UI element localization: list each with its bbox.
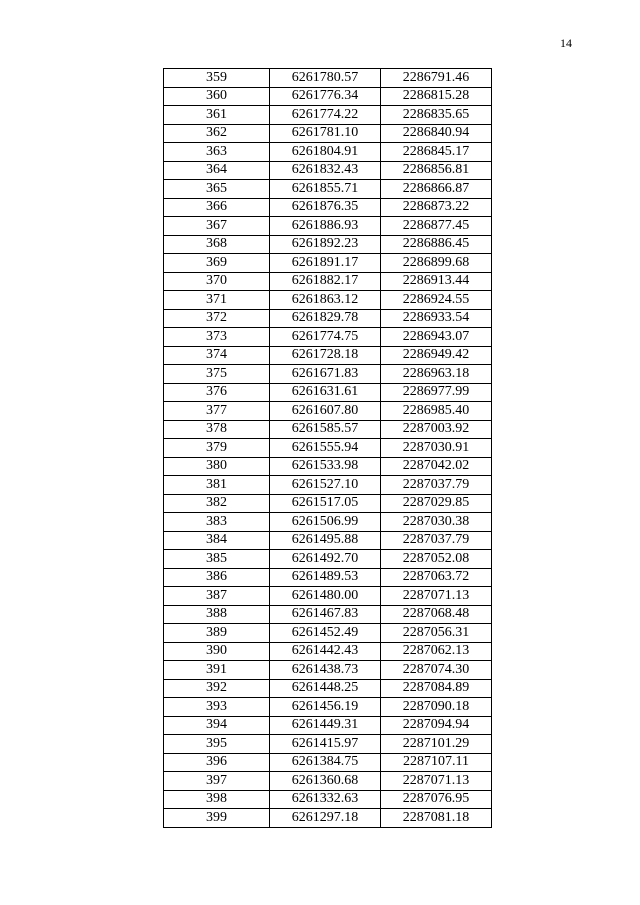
point-number-cell: 392 — [164, 679, 270, 698]
point-number-cell: 363 — [164, 143, 270, 162]
y-coordinate-cell: 2286985.40 — [381, 402, 492, 421]
point-number-cell: 390 — [164, 642, 270, 661]
point-number-cell: 372 — [164, 309, 270, 328]
y-coordinate-cell: 2286943.07 — [381, 328, 492, 347]
x-coordinate-cell: 6261442.43 — [270, 642, 381, 661]
y-coordinate-cell: 2286815.28 — [381, 87, 492, 106]
point-number-cell: 370 — [164, 272, 270, 291]
point-number-cell: 384 — [164, 531, 270, 550]
point-number-cell: 366 — [164, 198, 270, 217]
table-row — [164, 106, 492, 125]
point-number-cell: 383 — [164, 513, 270, 532]
y-coordinate-cell: 2287071.13 — [381, 772, 492, 791]
x-coordinate-cell: 6261882.17 — [270, 272, 381, 291]
y-coordinate-cell: 2286877.45 — [381, 217, 492, 236]
x-coordinate-cell: 6261774.75 — [270, 328, 381, 347]
x-coordinate-cell: 6261781.10 — [270, 124, 381, 143]
x-coordinate-cell: 6261448.25 — [270, 679, 381, 698]
point-number-cell: 364 — [164, 161, 270, 180]
table-row — [164, 642, 492, 661]
y-coordinate-cell: 2286963.18 — [381, 365, 492, 384]
y-coordinate-cell: 2287052.08 — [381, 550, 492, 569]
table-row — [164, 605, 492, 624]
x-coordinate-cell: 6261671.83 — [270, 365, 381, 384]
x-coordinate-cell: 6261467.83 — [270, 605, 381, 624]
table-row — [164, 309, 492, 328]
point-number-cell: 362 — [164, 124, 270, 143]
point-number-cell: 375 — [164, 365, 270, 384]
point-number-cell: 391 — [164, 661, 270, 680]
table-row — [164, 753, 492, 772]
table-row — [164, 402, 492, 421]
table-row — [164, 568, 492, 587]
point-number-cell: 368 — [164, 235, 270, 254]
x-coordinate-cell: 6261332.63 — [270, 790, 381, 809]
point-number-cell: 376 — [164, 383, 270, 402]
table-row — [164, 198, 492, 217]
point-number-cell: 394 — [164, 716, 270, 735]
y-coordinate-cell: 2287003.92 — [381, 420, 492, 439]
table-row — [164, 587, 492, 606]
y-coordinate-cell: 2287029.85 — [381, 494, 492, 513]
x-coordinate-cell: 6261892.23 — [270, 235, 381, 254]
y-coordinate-cell: 2287037.79 — [381, 476, 492, 495]
x-coordinate-cell: 6261780.57 — [270, 69, 381, 88]
x-coordinate-cell: 6261506.99 — [270, 513, 381, 532]
table-row — [164, 420, 492, 439]
y-coordinate-cell: 2287094.94 — [381, 716, 492, 735]
table-row — [164, 272, 492, 291]
x-coordinate-cell: 6261886.93 — [270, 217, 381, 236]
x-coordinate-cell: 6261891.17 — [270, 254, 381, 273]
x-coordinate-cell: 6261489.53 — [270, 568, 381, 587]
x-coordinate-cell: 6261415.97 — [270, 735, 381, 754]
x-coordinate-cell: 6261876.35 — [270, 198, 381, 217]
y-coordinate-cell: 2287062.13 — [381, 642, 492, 661]
table-row — [164, 513, 492, 532]
y-coordinate-cell: 2286845.17 — [381, 143, 492, 162]
y-coordinate-cell: 2287056.31 — [381, 624, 492, 643]
x-coordinate-cell: 6261517.05 — [270, 494, 381, 513]
x-coordinate-cell: 6261438.73 — [270, 661, 381, 680]
y-coordinate-cell: 2287063.72 — [381, 568, 492, 587]
x-coordinate-cell: 6261607.80 — [270, 402, 381, 421]
x-coordinate-cell: 6261863.12 — [270, 291, 381, 310]
x-coordinate-cell: 6261360.68 — [270, 772, 381, 791]
point-number-cell: 380 — [164, 457, 270, 476]
table-row — [164, 235, 492, 254]
x-coordinate-cell: 6261774.22 — [270, 106, 381, 125]
point-number-cell: 367 — [164, 217, 270, 236]
x-coordinate-cell: 6261728.18 — [270, 346, 381, 365]
table-row — [164, 87, 492, 106]
x-coordinate-cell: 6261855.71 — [270, 180, 381, 199]
point-number-cell: 393 — [164, 698, 270, 717]
table-row — [164, 328, 492, 347]
table-row — [164, 254, 492, 273]
y-coordinate-cell: 2287101.29 — [381, 735, 492, 754]
table-row — [164, 624, 492, 643]
point-number-cell: 399 — [164, 809, 270, 828]
table-row — [164, 124, 492, 143]
y-coordinate-cell: 2286886.45 — [381, 235, 492, 254]
y-coordinate-cell: 2287076.95 — [381, 790, 492, 809]
x-coordinate-cell: 6261804.91 — [270, 143, 381, 162]
y-coordinate-cell: 2286913.44 — [381, 272, 492, 291]
x-coordinate-cell: 6261384.75 — [270, 753, 381, 772]
table-row — [164, 531, 492, 550]
y-coordinate-cell: 2287074.30 — [381, 661, 492, 680]
x-coordinate-cell: 6261449.31 — [270, 716, 381, 735]
table-row — [164, 180, 492, 199]
point-number-cell: 373 — [164, 328, 270, 347]
table-row — [164, 143, 492, 162]
y-coordinate-cell: 2286977.99 — [381, 383, 492, 402]
y-coordinate-cell: 2287030.38 — [381, 513, 492, 532]
coordinates-table — [163, 68, 492, 828]
y-coordinate-cell: 2286866.87 — [381, 180, 492, 199]
point-number-cell: 361 — [164, 106, 270, 125]
table-row — [164, 457, 492, 476]
table-row — [164, 365, 492, 384]
table-row — [164, 439, 492, 458]
y-coordinate-cell: 2287068.48 — [381, 605, 492, 624]
point-number-cell: 374 — [164, 346, 270, 365]
coordinates-table-body — [164, 69, 492, 828]
y-coordinate-cell: 2287081.18 — [381, 809, 492, 828]
table-row — [164, 217, 492, 236]
table-row — [164, 679, 492, 698]
y-coordinate-cell: 2287042.02 — [381, 457, 492, 476]
point-number-cell: 397 — [164, 772, 270, 791]
y-coordinate-cell: 2286949.42 — [381, 346, 492, 365]
table-row — [164, 346, 492, 365]
point-number-cell: 396 — [164, 753, 270, 772]
table-row — [164, 790, 492, 809]
y-coordinate-cell: 2286933.54 — [381, 309, 492, 328]
point-number-cell: 382 — [164, 494, 270, 513]
point-number-cell: 398 — [164, 790, 270, 809]
point-number-cell: 359 — [164, 69, 270, 88]
x-coordinate-cell: 6261452.49 — [270, 624, 381, 643]
y-coordinate-cell: 2286856.81 — [381, 161, 492, 180]
table-row — [164, 291, 492, 310]
table-row — [164, 698, 492, 717]
table-row — [164, 661, 492, 680]
x-coordinate-cell: 6261555.94 — [270, 439, 381, 458]
x-coordinate-cell: 6261480.00 — [270, 587, 381, 606]
point-number-cell: 395 — [164, 735, 270, 754]
point-number-cell: 386 — [164, 568, 270, 587]
y-coordinate-cell: 2286791.46 — [381, 69, 492, 88]
x-coordinate-cell: 6261631.61 — [270, 383, 381, 402]
point-number-cell: 365 — [164, 180, 270, 199]
point-number-cell: 381 — [164, 476, 270, 495]
x-coordinate-cell: 6261527.10 — [270, 476, 381, 495]
point-number-cell: 371 — [164, 291, 270, 310]
y-coordinate-cell: 2286873.22 — [381, 198, 492, 217]
point-number-cell: 387 — [164, 587, 270, 606]
point-number-cell: 388 — [164, 605, 270, 624]
page-number: 14 — [560, 36, 572, 50]
y-coordinate-cell: 2287090.18 — [381, 698, 492, 717]
table-row — [164, 161, 492, 180]
table-row — [164, 809, 492, 828]
x-coordinate-cell: 6261776.34 — [270, 87, 381, 106]
table-row — [164, 735, 492, 754]
x-coordinate-cell: 6261533.98 — [270, 457, 381, 476]
point-number-cell: 378 — [164, 420, 270, 439]
y-coordinate-cell: 2287084.89 — [381, 679, 492, 698]
x-coordinate-cell: 6261492.70 — [270, 550, 381, 569]
x-coordinate-cell: 6261495.88 — [270, 531, 381, 550]
y-coordinate-cell: 2287071.13 — [381, 587, 492, 606]
x-coordinate-cell: 6261832.43 — [270, 161, 381, 180]
x-coordinate-cell: 6261456.19 — [270, 698, 381, 717]
table-row — [164, 69, 492, 88]
y-coordinate-cell: 2287030.91 — [381, 439, 492, 458]
x-coordinate-cell: 6261829.78 — [270, 309, 381, 328]
point-number-cell: 379 — [164, 439, 270, 458]
table-row — [164, 716, 492, 735]
x-coordinate-cell: 6261585.57 — [270, 420, 381, 439]
table-row — [164, 772, 492, 791]
point-number-cell: 389 — [164, 624, 270, 643]
x-coordinate-cell: 6261297.18 — [270, 809, 381, 828]
table-row — [164, 476, 492, 495]
point-number-cell: 369 — [164, 254, 270, 273]
point-number-cell: 377 — [164, 402, 270, 421]
table-row — [164, 494, 492, 513]
table-row — [164, 550, 492, 569]
point-number-cell: 360 — [164, 87, 270, 106]
y-coordinate-cell: 2287037.79 — [381, 531, 492, 550]
table-row — [164, 383, 492, 402]
y-coordinate-cell: 2286924.55 — [381, 291, 492, 310]
y-coordinate-cell: 2286899.68 — [381, 254, 492, 273]
y-coordinate-cell: 2287107.11 — [381, 753, 492, 772]
point-number-cell: 385 — [164, 550, 270, 569]
y-coordinate-cell: 2286835.65 — [381, 106, 492, 125]
y-coordinate-cell: 2286840.94 — [381, 124, 492, 143]
